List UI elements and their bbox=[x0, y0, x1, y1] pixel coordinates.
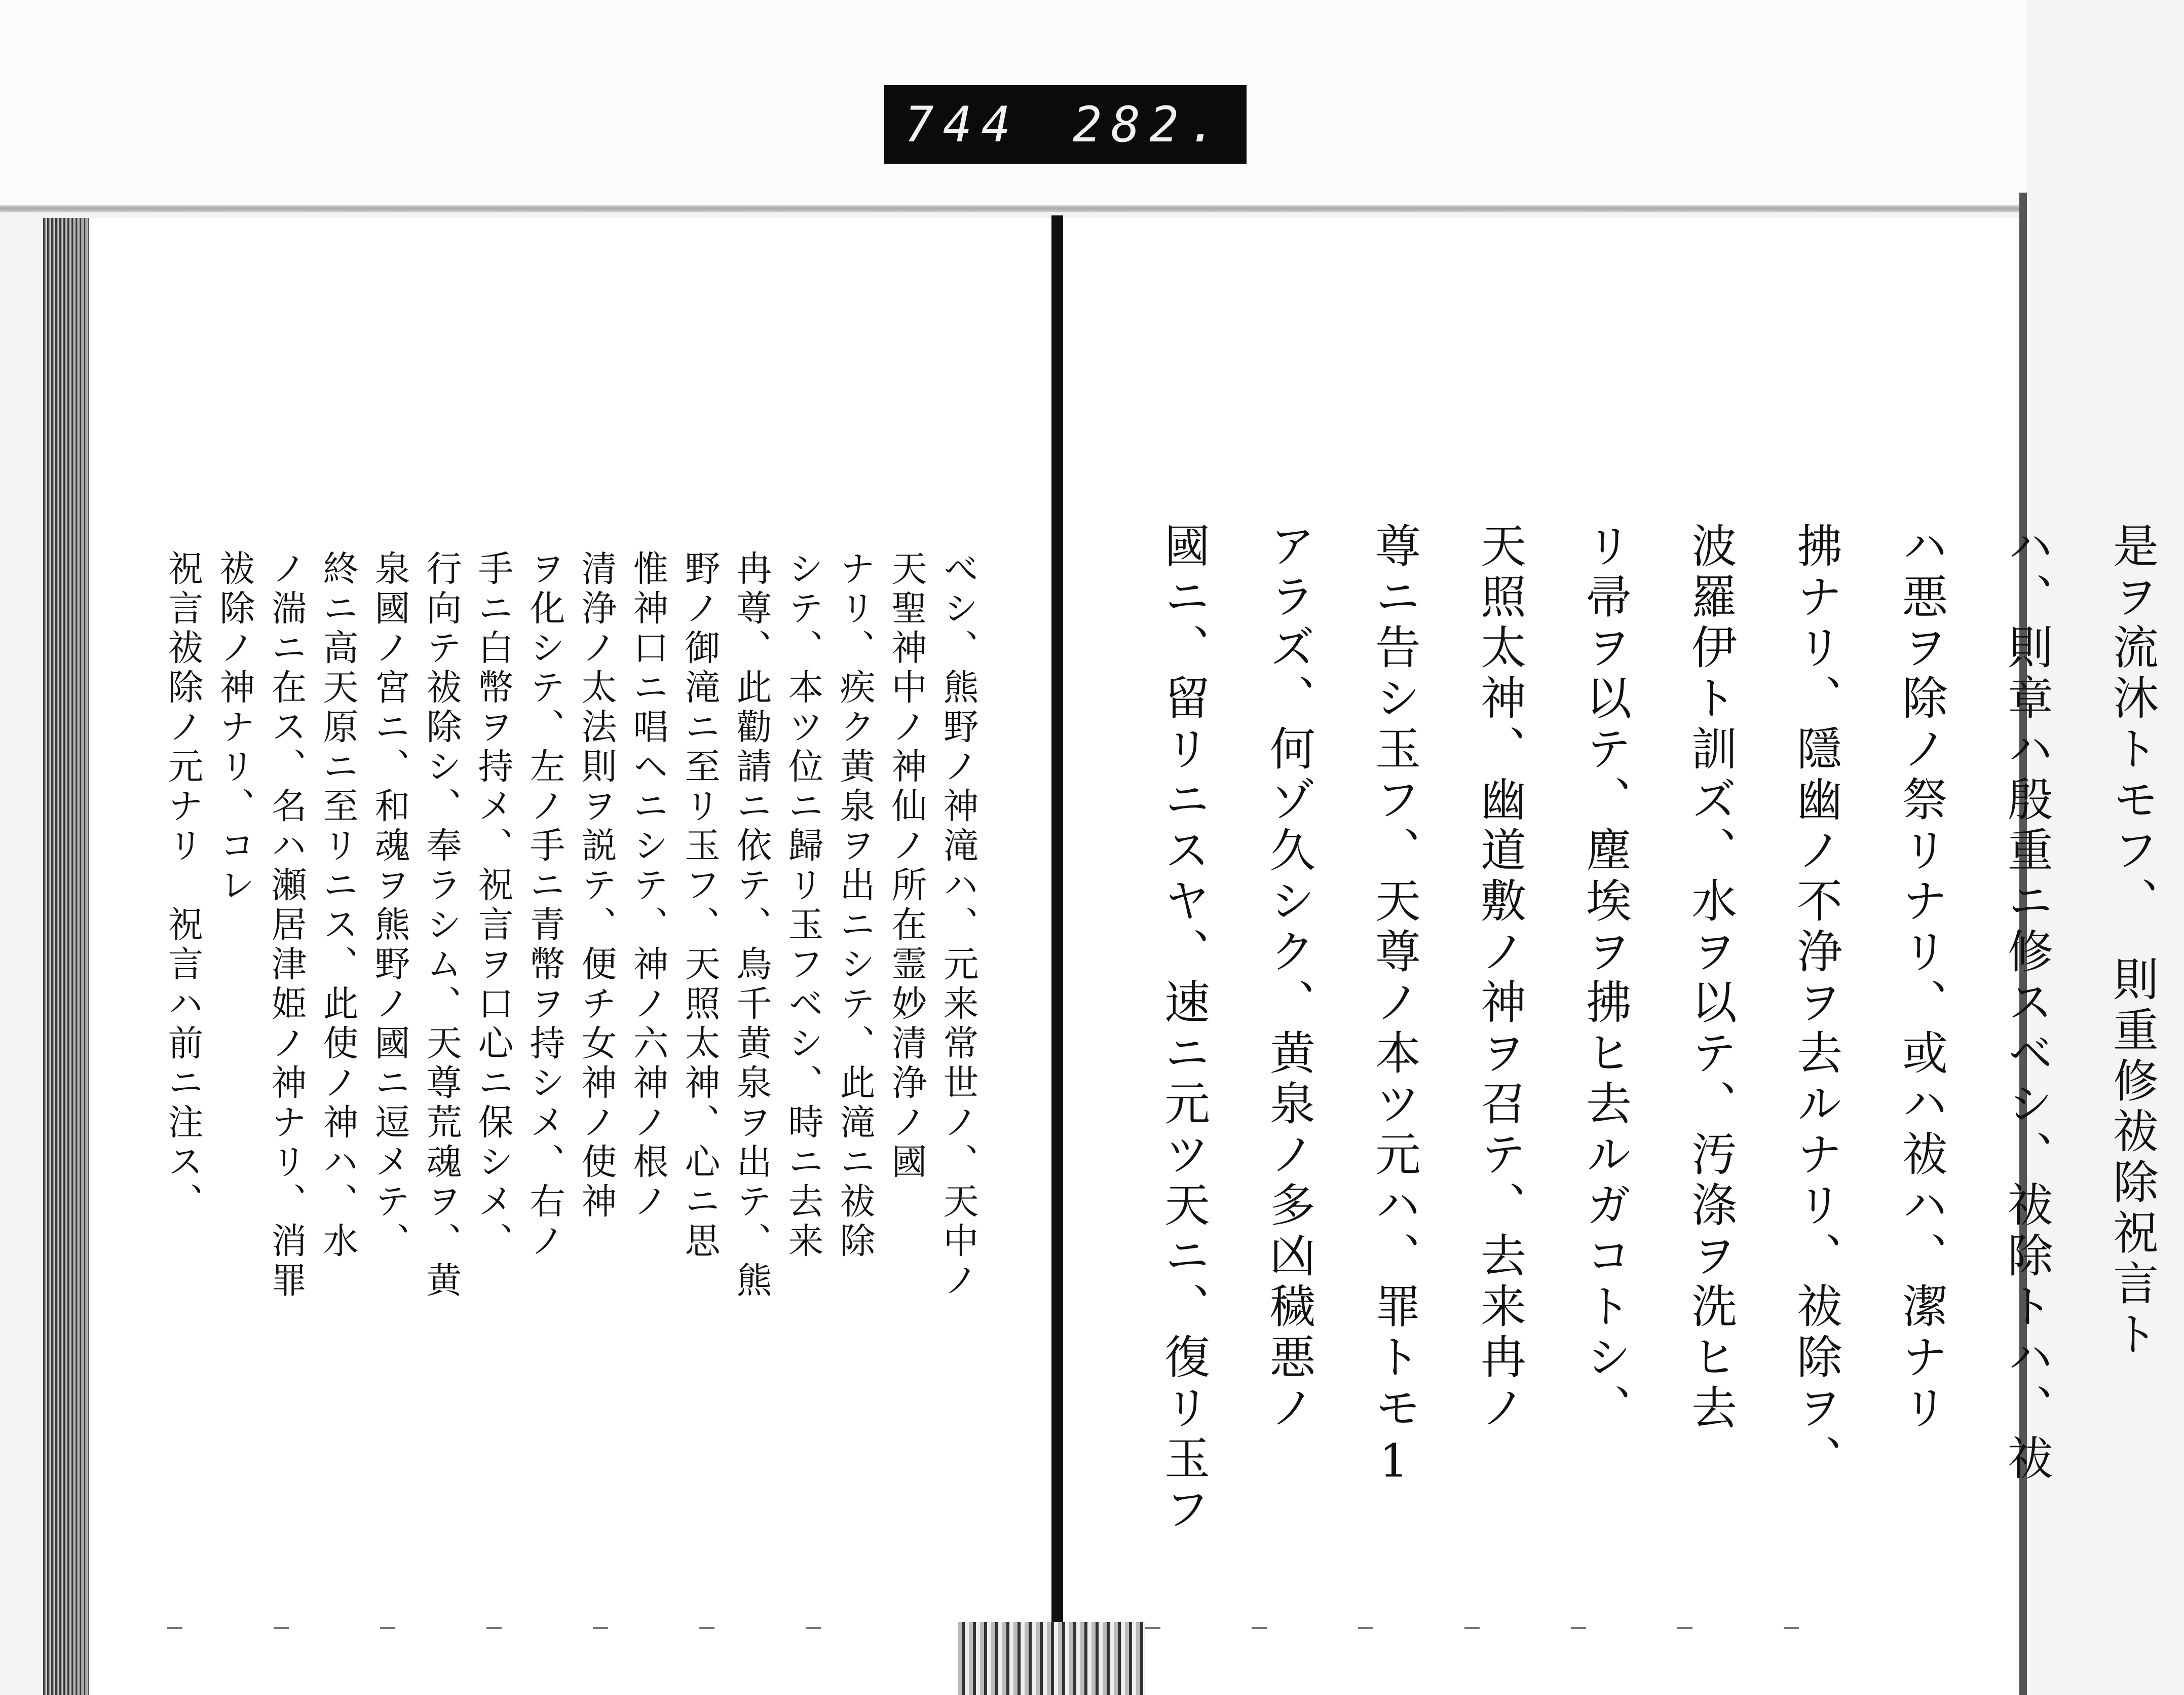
left-text-column: 行向テ祓除シ、奉ラシム、天尊荒魂ヲ、黄 bbox=[421, 550, 462, 1301]
right-text-column: リ帚ヲ以テ、塵埃ヲ拂ヒ去ルガコトシ、 bbox=[1578, 522, 1631, 1434]
tick-mark bbox=[380, 1627, 395, 1629]
right-text-column: 天照太神、幽道敷ノ神ヲ召テ、去来冉ノ bbox=[1473, 522, 1526, 1434]
left-text-column: 惟神口ニ唱ヘニシテ、神ノ六神ノ根ノ bbox=[627, 550, 669, 1222]
left-text-column: 終ニ高天原ニ至リニス、此使ノ神ハ、水 bbox=[317, 550, 359, 1262]
tick-mark bbox=[486, 1627, 502, 1629]
frame-number-right: 282. bbox=[1072, 96, 1226, 153]
left-text-column: シテ、本ツ位ニ歸リ玉フベシ、時ニ去来 bbox=[782, 550, 824, 1262]
right-text-column: 尊ニ告シ玉フ、天尊ノ本ツ元ハ、罪トモ1 bbox=[1367, 522, 1420, 1493]
book-left-edge bbox=[43, 218, 91, 1695]
right-text-column: 是ヲ流沐トモフ、 則重修祓除祝言ト bbox=[2105, 522, 2158, 1361]
book-gutter bbox=[1051, 215, 1063, 1695]
tick-mark bbox=[274, 1627, 289, 1629]
tick-mark bbox=[1677, 1627, 1692, 1629]
right-text-column: 拂ナリ、隱幽ノ不浄ヲ去ルナリ、祓除ヲ、 bbox=[1789, 522, 1842, 1485]
tick-mark bbox=[699, 1627, 714, 1629]
tick-mark bbox=[1145, 1627, 1160, 1629]
right-text-column: 國ニ、留リニスヤ、速ニ元ツ天ニ、復リ玉フ bbox=[1156, 522, 1210, 1536]
left-text-column: 泉國ノ宮ニ、和魂ヲ熊野ノ國ニ逗メテ、 bbox=[369, 550, 410, 1262]
right-text-column: 波羅伊ト訓ズ、水ヲ以テ、汚涤ヲ洗ヒ去 bbox=[1683, 522, 1737, 1434]
tick-mark bbox=[1464, 1627, 1480, 1629]
left-text-column: 冉尊、此勸請ニ依テ、鳥千黄泉ヲ出テ、熊 bbox=[731, 550, 772, 1301]
scan-top-rule bbox=[0, 205, 2027, 212]
left-text-column: 天聖神中ノ神仙ノ所在霊妙清浄ノ國 bbox=[886, 550, 927, 1183]
right-text-column: アラズ、何ゾ久シク、黄泉ノ多凶穢悪ノ bbox=[1262, 522, 1315, 1434]
left-text-column: 野ノ御滝ニ至リ玉フ、天照太神、心ニ思 bbox=[679, 550, 721, 1262]
right-text-column: ハ悪ヲ除ノ祭リナリ、或ハ祓ハ、潔ナリ bbox=[1894, 522, 1947, 1434]
tick-mark bbox=[1571, 1627, 1586, 1629]
tick-mark bbox=[593, 1627, 608, 1629]
left-text-column: 清浄ノ太法則ヲ説テ、便チ女神ノ使神 bbox=[576, 550, 617, 1222]
left-text-column: ノ湍ニ在ス、名ハ瀬居津姫ノ神ナリ、消罪 bbox=[266, 550, 307, 1301]
tick-mark bbox=[1252, 1627, 1267, 1629]
frame-number-left: 744 bbox=[905, 96, 1020, 153]
left-text-column: 手ニ白幣ヲ持メ、祝言ヲ口心ニ保シメ、 bbox=[472, 550, 514, 1262]
gutter-foot bbox=[958, 1622, 1145, 1695]
frame-number-label bbox=[884, 85, 1247, 164]
tick-mark bbox=[806, 1627, 821, 1629]
tick-mark bbox=[167, 1627, 182, 1629]
tick-mark bbox=[1358, 1627, 1373, 1629]
left-text-column: 祓除ノ神ナリ、コレ bbox=[214, 550, 255, 906]
right-page-text bbox=[1130, 522, 2184, 1536]
left-text-column: ヲ化シテ、左ノ手ニ青幣ヲ持シメ、右ノ bbox=[524, 550, 566, 1262]
left-page-bottom-marks bbox=[167, 1627, 821, 1629]
right-page-bottom-marks bbox=[1145, 1627, 1799, 1629]
left-page-text bbox=[157, 550, 984, 1301]
right-text-column: ハ、則章ハ殷重ニ修スベシ、祓除トハ、祓 bbox=[2000, 522, 2053, 1485]
left-text-column: べシ、熊野ノ神滝ハ、元来常世ノ、天中ノ bbox=[937, 550, 979, 1301]
tick-mark bbox=[1784, 1627, 1799, 1629]
left-text-column: 祝言祓除ノ元ナリ 祝言ハ前ニ注ス、 bbox=[162, 550, 204, 1222]
left-text-column: ナリ、疾ク黄泉ヲ出ニシテ、此滝ニ祓除 bbox=[834, 550, 876, 1262]
